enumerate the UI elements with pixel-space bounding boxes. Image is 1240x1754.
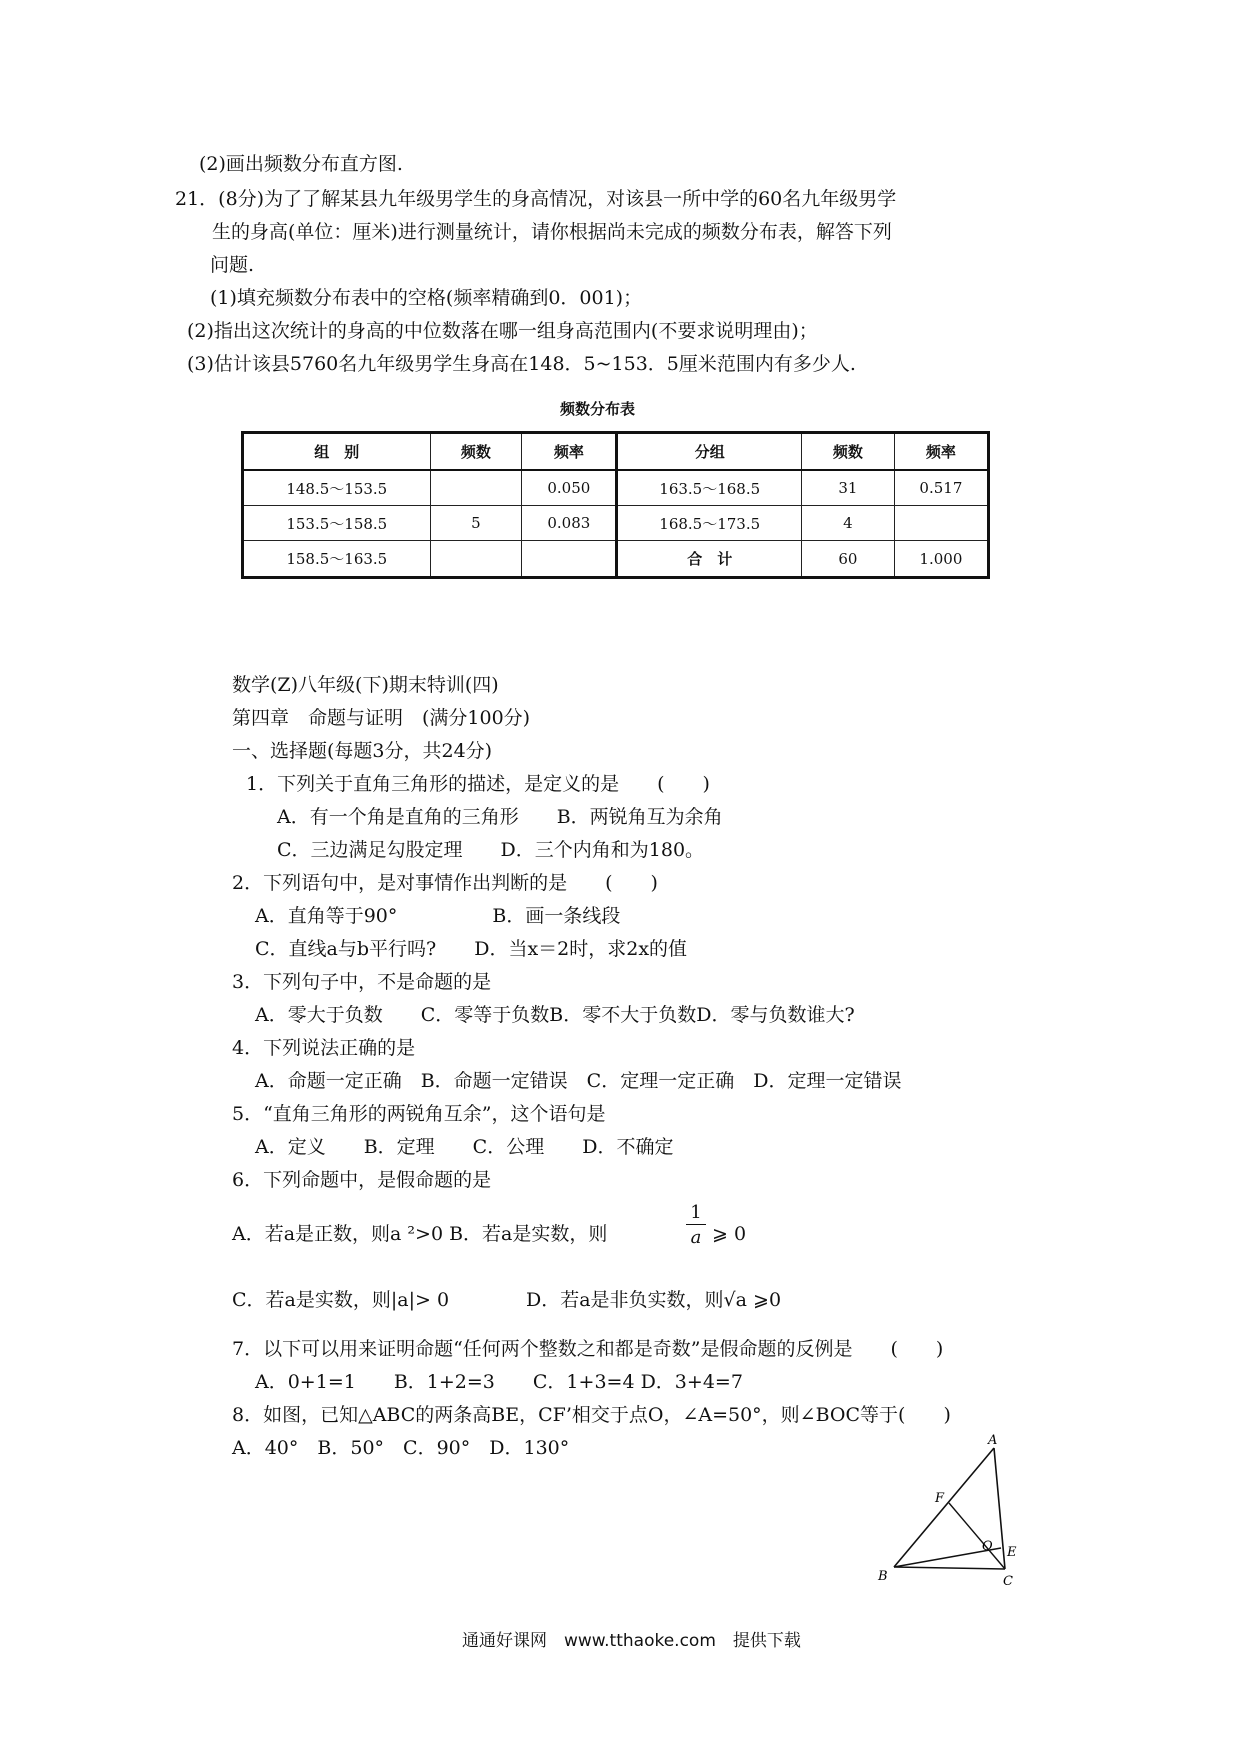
question-5: 5．“直角三角形的两锐角互余”，这个语句是 — [232, 1103, 606, 1125]
question-7: 7．以下可以用来证明命题“任何两个整数之和都是奇数”是假命题的反例是 ( ) — [232, 1338, 944, 1360]
table-cell: 60 — [802, 541, 895, 578]
question-21-stem-line2: 生的身高(单位：厘米)进行测量统计，请你根据尚未完成的频数分布表，解答下列 — [212, 221, 892, 243]
question-2-options-cd: C．直线a与b平行吗? D．当x＝2时，求2x的值 — [255, 938, 688, 960]
header-cell: 频数 — [430, 433, 522, 470]
question-21-stem-line3: 问题. — [210, 254, 255, 276]
section-title: 数学(Z)八年级(下)期末特训(四) — [232, 674, 499, 696]
table-cell — [894, 506, 988, 541]
table-cell: 153.5～158.5 — [243, 506, 431, 541]
header-cell: 频率 — [894, 433, 988, 470]
table-cell: 4 — [802, 506, 895, 541]
question-8-options: A．40° B．50° C．90° D．130° — [232, 1437, 570, 1459]
triangle-figure — [860, 1430, 1030, 1590]
table-cell: 0.517 — [894, 470, 988, 506]
label-e: E — [1007, 1545, 1017, 1560]
table-cell: 163.5～168.5 — [617, 470, 802, 506]
question-4-options: A．命题一定正确 B．命题一定错误 C．定理一定正确 D．定理一定错误 — [255, 1070, 902, 1092]
table-row — [243, 541, 989, 578]
table-row — [243, 506, 989, 541]
question-6: 6．下列命题中，是假命题的是 — [232, 1169, 492, 1191]
header-cell: 频数 — [802, 433, 895, 470]
table-header-row — [243, 433, 989, 470]
question-6-option-b-tail: ⩾ 0 — [712, 1223, 747, 1245]
table-cell: 0.050 — [522, 470, 617, 506]
altitude-cf — [949, 1503, 1005, 1569]
table-cell — [430, 470, 522, 506]
question-6-option-d: D．若a是非负实数，则√a ⩾0 — [526, 1289, 782, 1311]
fraction-numerator: 1 — [690, 1202, 702, 1223]
footer-source: 通通好课网 www.tthaoke.com 提供下载 — [462, 1631, 801, 1651]
table-row — [243, 470, 989, 506]
sub-question-1: (1)填充频数分布表中的空格(频率精确到0．001)； — [210, 287, 643, 309]
side-ab — [894, 1448, 994, 1567]
question-6-options-ab: A．若a是正数，则a ²>0 B．若a是实数，则 — [232, 1223, 608, 1245]
table-cell: 168.5～173.5 — [617, 506, 802, 541]
side-bc — [894, 1567, 1005, 1569]
label-b: B — [878, 1569, 888, 1584]
question-21-stem: 21．(8分)为了了解某县九年级男学生的身高情况，对该县一所中学的60名九年级男学 — [175, 188, 897, 210]
question-2: 2．下列语句中，是对事情作出判断的是 ( ) — [232, 872, 658, 894]
question-1-options-cd: C．三边满足勾股定理 D．三个内角和为180。 — [277, 839, 705, 861]
fraction-denominator: a — [690, 1227, 702, 1248]
table-cell — [430, 541, 522, 578]
question-7-options: A．0+1=1 B．1+2=3 C．1+3=4 D．3+4=7 — [255, 1371, 743, 1393]
label-a: A — [988, 1433, 998, 1448]
header-cell: 分组 — [617, 433, 802, 470]
table-cell: 5 — [430, 506, 522, 541]
table-cell: 148.5～153.5 — [243, 470, 431, 506]
question-1-options-ab: A．有一个角是直角的三角形 B．两锐角互为余角 — [277, 806, 723, 828]
question-4: 4．下列说法正确的是 — [232, 1037, 416, 1059]
label-c: C — [1003, 1574, 1013, 1589]
table-cell: 1.000 — [894, 541, 988, 578]
table-cell: 158.5～163.5 — [243, 541, 431, 578]
table-cell-total-label: 合 计 — [617, 541, 802, 578]
table-cell: 0.083 — [522, 506, 617, 541]
question-2-options-ab: A．直角等于90° B．画一条线段 — [255, 905, 621, 927]
header-cell: 组 别 — [243, 433, 431, 470]
question-8: 8．如图，已知△ABC的两条高BE，CF’相交于点O，∠A=50°，则∠BOC等于( ) — [232, 1404, 951, 1426]
side-ac — [994, 1448, 1005, 1569]
sub-question-3: (3)估计该县5760名九年级男学生身高在148．5~153．5厘米范围内有多少人. — [187, 353, 856, 375]
question-3-options: A．零大于负数 C．零等于负数B．零不大于负数D．零与负数谁大? — [255, 1004, 855, 1026]
label-f: F — [935, 1491, 945, 1506]
sub-question-2b: (2)指出这次统计的身高的中位数落在哪一组身高范围内(不要求说明理由)； — [187, 320, 818, 342]
header-cell: 频率 — [522, 433, 617, 470]
label-o: O — [982, 1539, 993, 1554]
fraction-one-over-a — [686, 1204, 706, 1247]
question-5-options: A．定义 B．定理 C．公理 D．不确定 — [255, 1136, 674, 1158]
chapter-title: 第四章 命题与证明 (满分100分) — [232, 707, 531, 729]
table-cell: 31 — [802, 470, 895, 506]
part-heading: 一、选择题(每题3分，共24分) — [232, 740, 493, 762]
table-title: 频数分布表 — [560, 400, 636, 418]
question-6-option-c: C．若a是实数，则|a|> 0 — [232, 1289, 450, 1311]
table-cell — [522, 541, 617, 578]
frequency-table — [241, 431, 990, 579]
question-3: 3．下列句子中，不是命题的是 — [232, 971, 492, 993]
question-1: 1．下列关于直角三角形的描述，是定义的是 ( ) — [246, 773, 710, 795]
sub-question-2: (2)画出频数分布直方图. — [199, 153, 403, 175]
